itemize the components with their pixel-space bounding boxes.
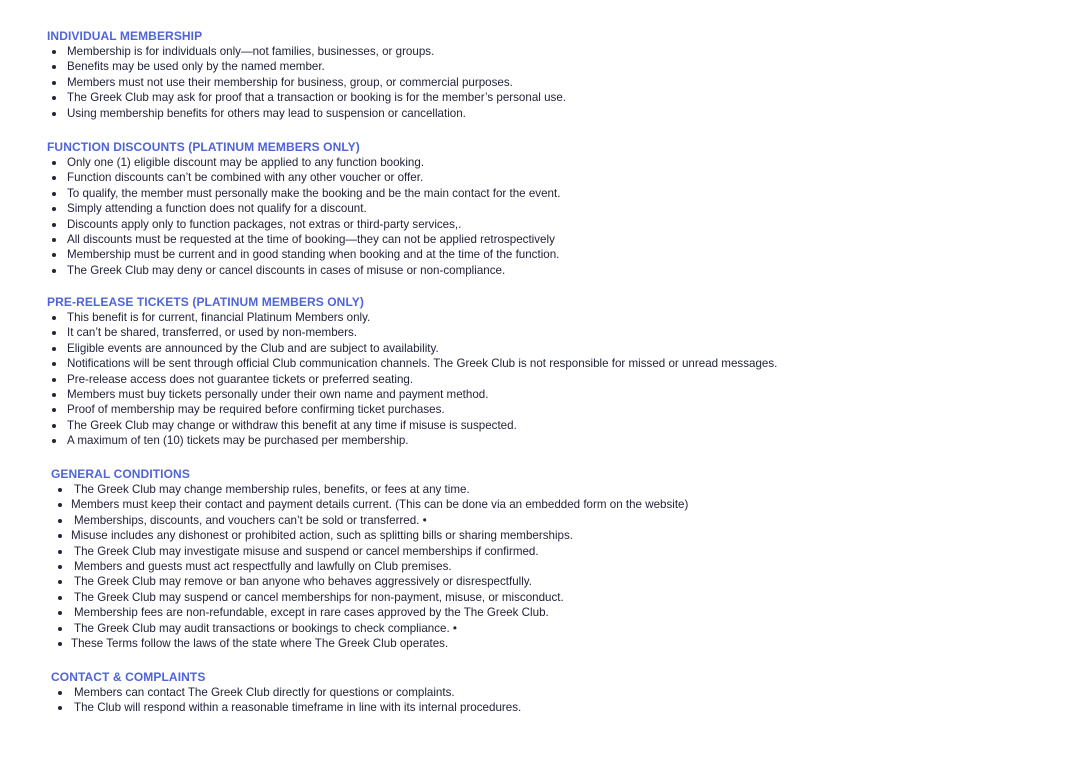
list-item: Membership is for individuals only—not families, businesses, or groups. (47, 44, 1047, 59)
list-item: Eligible events are announced by the Club and are subject to availability. (47, 341, 1047, 356)
list-item: Memberships, discounts, and vouchers can’t be sold or transferred. • (51, 513, 1051, 528)
list-item: Function discounts can’t be combined with any other voucher or offer. (47, 170, 1047, 185)
list-item: The Greek Club may deny or cancel discounts in cases of misuse or non-compliance. (47, 263, 1047, 278)
list-item: The Greek Club may investigate misuse and suspend or cancel memberships if confirmed. (51, 544, 1051, 559)
list-item: A maximum of ten (10) tickets may be purchased per membership. (47, 433, 1047, 448)
section-general-conditions (51, 467, 1051, 651)
list-item: These Terms follow the laws of the state where The Greek Club operates. (51, 636, 1051, 651)
section-heading: INDIVIDUAL MEMBERSHIP (47, 29, 203, 43)
list-item: Members and guests must act respectfully and lawfully on Club premises. (51, 559, 1051, 574)
section-heading: PRE-RELEASE TICKETS (PLATINUM MEMBERS ONLY) (47, 295, 364, 309)
bullet-list (51, 482, 1051, 651)
list-item: To qualify, the member must personally make the booking and be the main contact for the event. (47, 186, 1047, 201)
list-item: Pre-release access does not guarantee tickets or preferred seating. (47, 372, 1047, 387)
list-item: Members must keep their contact and payment details current. (This can be done via an embedded form on the website) (51, 497, 1051, 512)
list-item: Only one (1) eligible discount may be applied to any function booking. (47, 155, 1047, 170)
list-item: Membership must be current and in good standing when booking and at the time of the function. (47, 247, 1047, 262)
section-heading: CONTACT & COMPLAINTS (51, 670, 206, 684)
list-item: Membership fees are non-refundable, except in rare cases approved by the The Greek Club. (51, 605, 1051, 620)
list-item: Using membership benefits for others may lead to suspension or cancellation. (47, 106, 1047, 121)
list-item: The Greek Club may remove or ban anyone who behaves aggressively or disrespectfully. (51, 574, 1051, 589)
section-heading: FUNCTION DISCOUNTS (PLATINUM MEMBERS ONLY) (47, 140, 360, 154)
list-item: It can’t be shared, transferred, or used by non-members. (47, 325, 1047, 340)
list-item: Members must buy tickets personally under their own name and payment method. (47, 387, 1047, 402)
list-item: The Greek Club may ask for proof that a transaction or booking is for the member’s personal use. (47, 90, 1047, 105)
list-item: Misuse includes any dishonest or prohibited action, such as splitting bills or sharing memberships. (51, 528, 1051, 543)
bullet-list (47, 44, 1047, 121)
list-item: Members must not use their membership for business, group, or commercial purposes. (47, 75, 1047, 90)
section-contact-complaints (51, 670, 1051, 716)
bullet-list (47, 310, 1047, 449)
list-item: Discounts apply only to function packages, not extras or third-party services,. (47, 217, 1047, 232)
list-item: The Greek Club may audit transactions or bookings to check compliance. • (51, 621, 1051, 636)
list-item: Simply attending a function does not qualify for a discount. (47, 201, 1047, 216)
bullet-list (51, 685, 1051, 716)
section-individual-membership (47, 29, 1047, 121)
section-pre-release-tickets (47, 295, 1047, 449)
list-item: All discounts must be requested at the time of booking—they can not be applied retrospectively (47, 232, 1047, 247)
list-item: The Greek Club may change membership rules, benefits, or fees at any time. (51, 482, 1051, 497)
section-function-discounts (47, 140, 1047, 278)
section-heading: GENERAL CONDITIONS (51, 467, 190, 481)
list-item: Members can contact The Greek Club directly for questions or complaints. (51, 685, 1051, 700)
list-item: Proof of membership may be required before confirming ticket purchases. (47, 402, 1047, 417)
list-item: Notifications will be sent through official Club communication channels. The Greek Club is not responsible for missed or unread messages. (47, 356, 1047, 371)
list-item: The Club will respond within a reasonable timeframe in line with its internal procedures. (51, 700, 1051, 715)
list-item: The Greek Club may change or withdraw this benefit at any time if misuse is suspected. (47, 418, 1047, 433)
list-item: The Greek Club may suspend or cancel memberships for non-payment, misuse, or misconduct. (51, 590, 1051, 605)
bullet-list (47, 155, 1047, 278)
list-item: Benefits may be used only by the named member. (47, 59, 1047, 74)
list-item: This benefit is for current, financial Platinum Members only. (47, 310, 1047, 325)
